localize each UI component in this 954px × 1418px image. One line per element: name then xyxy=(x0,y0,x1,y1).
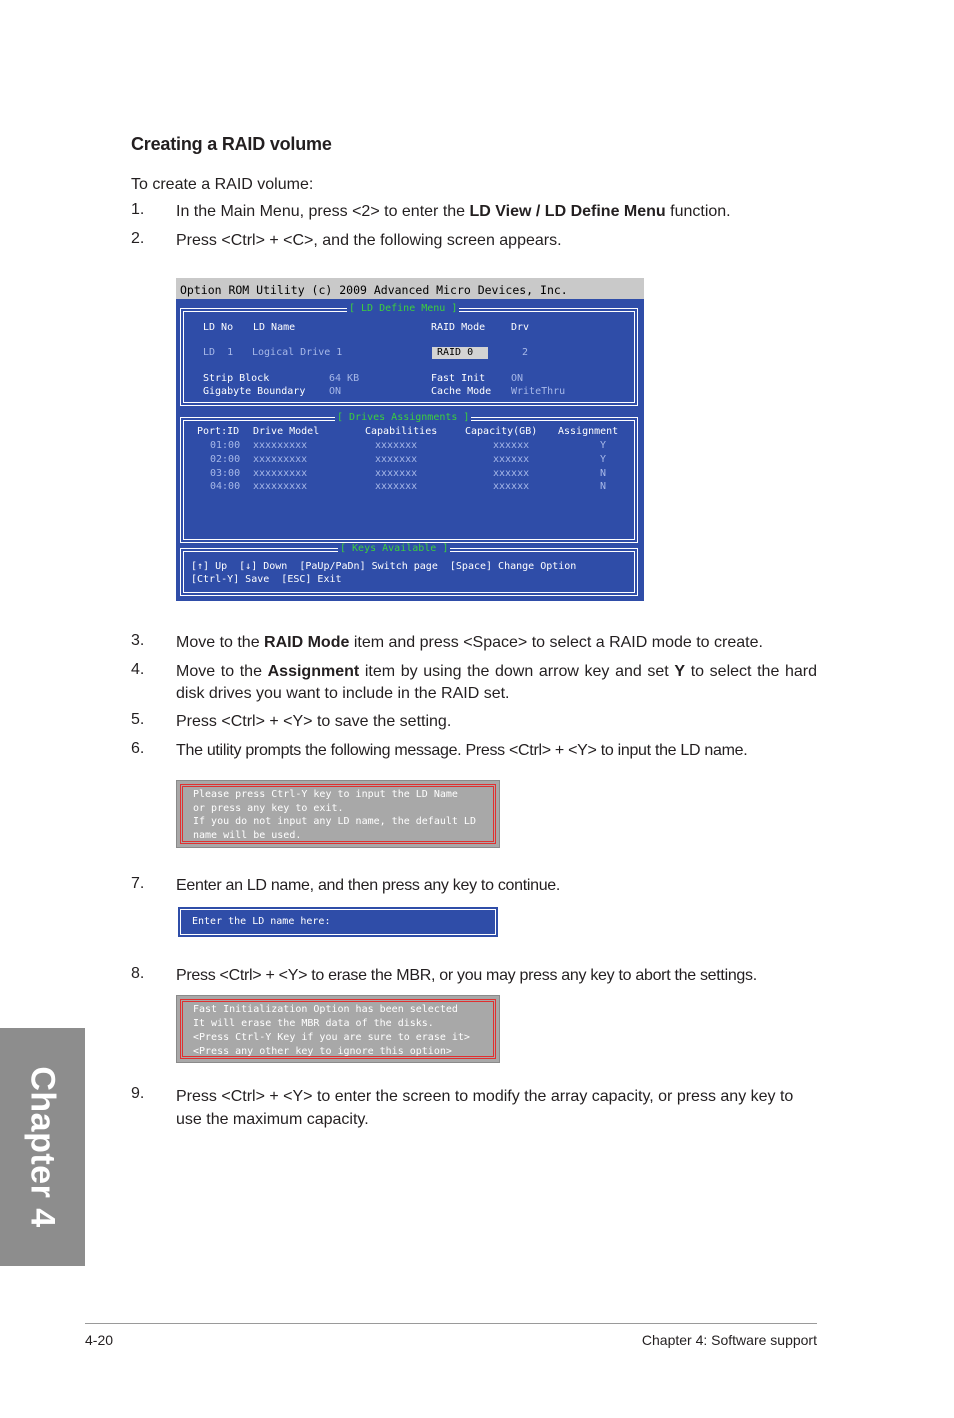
drive-row-model: xxxxxxxxx xyxy=(253,481,308,492)
ld-no-header: LD No xyxy=(203,322,234,333)
fast-init-warning-box xyxy=(176,995,500,1063)
keys-line-1: [↑] Up [↓] Down [PaUp/PaDn] Switch page [Space] Change Option xyxy=(191,561,577,572)
drive-row-capacity: xxxxxx xyxy=(493,440,530,451)
step-6-number: 6. xyxy=(131,740,145,757)
drv-value: 2 xyxy=(522,347,529,358)
fast-init-value[interactable]: ON xyxy=(511,373,524,384)
drive-row-capacity: xxxxxx xyxy=(493,468,530,479)
step-5-text: Press <Ctrl> + <Y> to save the setting. xyxy=(176,713,452,730)
ld-name-input-label: Enter the LD name here: xyxy=(192,916,331,927)
warning-line: <Press Ctrl-Y Key if you are sure to erase it> xyxy=(193,1032,470,1043)
fast-init-label: Fast Init xyxy=(431,373,486,384)
step-6-text: The utility prompts the following message. Press <Ctrl> + <Y> to input the LD name. xyxy=(176,742,748,759)
raid-mode-header: RAID Mode xyxy=(431,322,486,333)
step-7-text: Eenter an LD name, and then press any key to continue. xyxy=(176,877,561,894)
step-7-number: 7. xyxy=(131,875,145,892)
strip-block-label: Strip Block xyxy=(203,373,270,384)
section-heading: Creating a RAID volume xyxy=(131,134,332,154)
step-3-number: 3. xyxy=(131,632,145,649)
ld-name-header: LD Name xyxy=(253,322,296,333)
chapter-tab-label: Chapter 4 xyxy=(23,1066,62,1228)
drive-row-port: 01:00 xyxy=(210,440,241,451)
warning-line: Fast Initialization Option has been selected xyxy=(193,1004,458,1015)
bios-title-bar: Option ROM Utility (c) 2009 Advanced Micro Devices, Inc. xyxy=(176,278,644,299)
raid-mode-field[interactable]: RAID 0 xyxy=(432,347,488,359)
prompt-line: name will be used. xyxy=(193,830,302,841)
drive-row-model: xxxxxxxxx xyxy=(253,454,308,465)
step-8-text: Press <Ctrl> + <Y> to erase the MBR, or you may press any key to abort the settings. xyxy=(176,967,757,984)
footer-divider xyxy=(85,1323,817,1324)
step-4-text: Move to the Assignment item by using the down arrow key and set Y to select the hard disk drives you want to include in the RAID set. xyxy=(176,663,818,702)
assignment-header: Assignment xyxy=(558,426,619,437)
port-id-header: Port:ID xyxy=(197,426,240,437)
drive-row-port: 04:00 xyxy=(210,481,241,492)
ld-define-label: [ LD Define Menu ] xyxy=(349,303,458,314)
drive-row-port: 03:00 xyxy=(210,468,241,479)
ld-define-panel xyxy=(180,303,638,406)
prompt-line: Please press Ctrl-Y key to input the LD Name xyxy=(193,789,458,800)
page-number: 4-20 xyxy=(85,1332,114,1348)
drive-row-assignment[interactable]: Y xyxy=(600,440,607,451)
drive-row-assignment[interactable]: N xyxy=(600,481,607,492)
warning-line: <Press any other key to ignore this option> xyxy=(193,1046,452,1057)
step-9-text: Press <Ctrl> + <Y> to enter the screen to modify the array capacity, or press any key to use the maximum capacity. xyxy=(176,1088,794,1128)
cache-mode-value[interactable]: WriteThru xyxy=(511,386,566,397)
step-9-number: 9. xyxy=(131,1085,145,1102)
ld-no-value: LD 1 xyxy=(203,347,234,358)
drive-model-header: Drive Model xyxy=(253,426,320,437)
footer-section-title: Chapter 4: Software support xyxy=(641,1332,817,1348)
step-2-number: 2. xyxy=(131,230,145,247)
gigabyte-boundary-label: Gigabyte Boundary xyxy=(203,386,306,397)
drives-assignments-panel xyxy=(180,412,638,543)
prompt-line: or press any key to exit. xyxy=(193,803,344,814)
drive-row-model: xxxxxxxxx xyxy=(253,440,308,451)
keys-available-panel xyxy=(180,543,638,596)
intro-text: To create a RAID volume: xyxy=(131,176,314,193)
drv-header: Drv xyxy=(511,322,530,333)
cache-mode-label: Cache Mode xyxy=(431,386,492,397)
drive-row-capabilities: xxxxxxx xyxy=(375,454,418,465)
drive-row-capabilities: xxxxxxx xyxy=(375,440,418,451)
step-5-number: 5. xyxy=(131,711,145,728)
step-1-number: 1. xyxy=(131,201,145,218)
drives-assignments-label: [ Drives Assignments ] xyxy=(337,412,470,423)
step-1-text: In the Main Menu, press <2> to enter the LD View / LD Define Menu function. xyxy=(176,203,731,220)
ld-name-prompt-box xyxy=(176,780,500,848)
drive-row-assignment[interactable]: N xyxy=(600,468,607,479)
chapter-side-tab xyxy=(0,1028,85,1266)
ld-name-input-box[interactable] xyxy=(178,907,498,937)
drive-row-capabilities: xxxxxxx xyxy=(375,481,418,492)
keys-available-label: [ Keys Available ] xyxy=(340,543,449,554)
step-2-text: Press <Ctrl> + <C>, and the following screen appears. xyxy=(176,232,562,249)
drive-row-model: xxxxxxxxx xyxy=(253,468,308,479)
prompt-line: If you do not input any LD name, the default LD xyxy=(193,816,476,827)
gigabyte-boundary-value[interactable]: ON xyxy=(329,386,342,397)
capacity-header: Capacity(GB) xyxy=(465,426,538,437)
strip-block-value[interactable]: 64 KB xyxy=(329,373,360,384)
drive-row-capabilities: xxxxxxx xyxy=(375,468,418,479)
drive-row-capacity: xxxxxx xyxy=(493,481,530,492)
capabilities-header: Capabilities xyxy=(365,426,438,437)
step-3-text: Move to the RAID Mode item and press <Space> to select a RAID mode to create. xyxy=(176,634,763,651)
step-8-number: 8. xyxy=(131,965,145,982)
drive-row-port: 02:00 xyxy=(210,454,241,465)
keys-line-2: [Ctrl-Y] Save [ESC] Exit xyxy=(191,574,342,585)
ld-name-value: Logical Drive 1 xyxy=(252,347,343,358)
warning-line: It will erase the MBR data of the disks. xyxy=(193,1018,434,1029)
step-4-number: 4. xyxy=(131,661,145,678)
bios-ld-define-screen xyxy=(176,278,644,601)
drive-row-capacity: xxxxxx xyxy=(493,454,530,465)
drive-row-assignment[interactable]: Y xyxy=(600,454,607,465)
